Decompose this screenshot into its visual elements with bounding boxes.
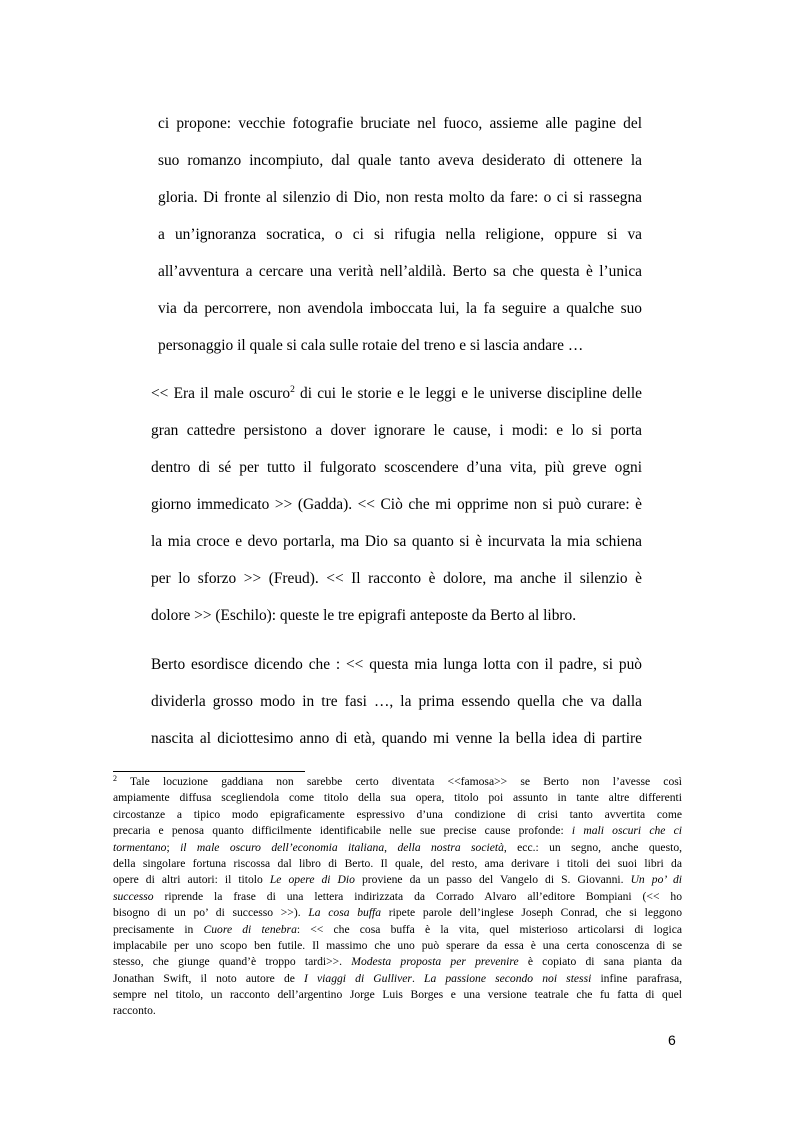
footnote-line-7 <box>113 872 682 888</box>
footnote-line-12 <box>113 954 682 970</box>
footnote-text: ripete parole dell’inglese Joseph Conrad, che si leggono <box>381 906 682 920</box>
footnote-italic: Modesta proposta per prevenire <box>351 955 519 969</box>
footnote-line-9 <box>113 905 682 921</box>
footnote-italic: I viaggi di Gulliver <box>304 971 412 985</box>
intro-line-2: suo romanzo incompiuto, dal quale tanto aveva desiderato di ottenere la <box>158 152 642 169</box>
intro-line-6: via da percorrere, non avendola imboccata lui, la fa seguire a qualche suo <box>158 300 642 317</box>
footnote-text: , <box>384 840 398 854</box>
footnote-italic: successo <box>113 889 154 903</box>
footnote-line-15: racconto. <box>113 1004 156 1018</box>
footnote-line-3: circostanze a tipico modo epigraficamente espressivo d’una condizione di crisi tanto avvertita come <box>113 807 682 821</box>
footnote <box>113 774 682 1020</box>
footnote-text: infine parafrasa, <box>591 971 682 985</box>
footnote-line-8 <box>113 889 682 905</box>
footnote-italic: La cosa buffa <box>308 906 382 920</box>
footnote-line-4 <box>113 823 682 839</box>
epigraphs-line-1-pre: << Era il male oscuro <box>151 385 291 402</box>
footnote-italic: Un po’ di <box>630 873 682 887</box>
footnote-text: bisogno di un po’ di successo >>). <box>113 906 309 920</box>
footnote-line-11: implacabile per uno scopo ben futile. Il massimo che uno può sperare da essa è una certa conoscenza di se <box>113 938 682 952</box>
footnote-separator <box>113 771 305 772</box>
footnote-text: proviene da un passo del Vangelo di S. Giovanni. <box>354 873 631 887</box>
footnote-italic: i mali oscuri che ci <box>571 824 682 838</box>
intro-paragraph <box>158 105 642 364</box>
footnote-text: , ecc.: un segno, anche questo, <box>503 840 682 854</box>
footnote-line-1 <box>113 774 682 790</box>
footnote-line-2: ampiamente diffusa scegliendola come titolo della sua opera, titolo poi assunto in tante altre differenti <box>113 791 682 805</box>
opening-line-1: Berto esordisce dicendo che : << questa mia lunga lotta con il padre, si può <box>151 656 642 673</box>
footnote-line-13 <box>113 971 682 987</box>
epigraphs-line-4: giorno immedicato >> (Gadda). << Ciò che mi opprime non si può curare: è <box>151 496 642 513</box>
footnote-text: precaria e penosa quanto difficilmente identificabile nelle sue precise cause profonde: <box>113 824 572 838</box>
footnote-italic: della nostra società <box>397 840 504 854</box>
epigraphs-line-3: dentro di sé per tutto il fulgorato scoscendere d’una vita, più greve ogni <box>151 459 642 476</box>
footnote-text: . <box>411 971 424 985</box>
footnote-text: opere di altri autori: il titolo <box>113 873 270 887</box>
epigraphs-line-1-post: di cui le storie e le leggi e le universe discipline delle <box>294 385 642 402</box>
footnote-italic: tormentano <box>113 840 167 854</box>
opening-line-2: dividerla grosso modo in tre fasi …, la prima essendo quella che va dalla <box>151 693 642 710</box>
epigraphs-line-6: per lo sforzo >> (Freud). << Il racconto è dolore, ma anche il silenzio è <box>151 570 642 587</box>
footnote-text: ; <box>166 840 181 854</box>
footnote-italic: Le opere di Dio <box>269 873 355 887</box>
footnote-line-14: sempre nel titolo, un racconto dell’argentino Jorge Luis Borges e una versione teatrale che fu fatta di quel <box>113 988 682 1002</box>
footnote-text: è copiato di sana pianta da <box>518 955 682 969</box>
intro-line-4: a un’ignoranza socratica, o ci si rifugia nella religione, oppure si va <box>158 226 642 243</box>
intro-line-1: ci propone: vecchie fotografie bruciate nel fuoco, assieme alle pagine del <box>158 115 642 132</box>
epigraphs-line-7: dolore >> (Eschilo): queste le tre epigrafi anteposte da Berto al libro. <box>151 607 577 624</box>
footnote-text: : << che cosa buffa è la vita, quel misterioso articolarsi di logica <box>296 922 682 936</box>
footnote-italic: Cuore di tenebra <box>203 922 297 936</box>
footnote-text: riprende la frase di una lettera indirizzata da Corrado Alvaro all’editore Bompiani (<< ho <box>153 889 682 903</box>
footnote-text: Jonathan Swift, il noto autore de <box>113 971 305 985</box>
footnote-line-5 <box>113 840 682 856</box>
intro-line-7: personaggio il quale si cala sulle rotaie del treno e si lascia andare … <box>158 337 584 354</box>
footnote-text: stesso, che giunge quand’è troppo tardi>>. <box>113 955 352 969</box>
epigraphs-paragraph <box>151 375 642 634</box>
epigraphs-line-5: la mia croce e devo portarla, ma Dio sa quanto si è incurvata la mia schiena <box>151 533 642 550</box>
footnote-reference[interactable]: 2 <box>290 385 295 395</box>
footnote-text: precisamente in <box>113 922 204 936</box>
epigraphs-line-1 <box>151 375 642 412</box>
page-number: 6 <box>668 1032 676 1048</box>
footnote-line-10 <box>113 922 682 938</box>
epigraphs-line-2: gran cattedre persistono a dover ignorare le cause, i modi: e lo si porta <box>151 422 642 439</box>
footnote-italic: La passione secondo noi stessi <box>424 971 592 985</box>
opening-line-3: nascita al diciottesimo anno di età, quando mi venne la bella idea di partire <box>151 730 642 747</box>
opening-paragraph <box>151 646 642 757</box>
intro-line-3: gloria. Di fronte al silenzio di Dio, non resta molto da fare: o ci si rassegna <box>158 189 642 206</box>
intro-line-5: all’avventura a cercare una verità nell’aldilà. Berto sa che questa è l’unica <box>158 263 642 280</box>
footnote-text: Tale locuzione gaddiana non sarebbe certo diventata <<famosa>> se Berto non l’avesse così <box>117 775 682 788</box>
footnote-mark: 2 <box>113 774 117 783</box>
footnote-line-6: della singolare fortuna riscossa dal libro di Berto. Il quale, del resto, ama derivare i titoli dei suoi libri da <box>113 856 682 870</box>
footnote-italic: il male oscuro dell’economia italiana <box>180 840 385 854</box>
